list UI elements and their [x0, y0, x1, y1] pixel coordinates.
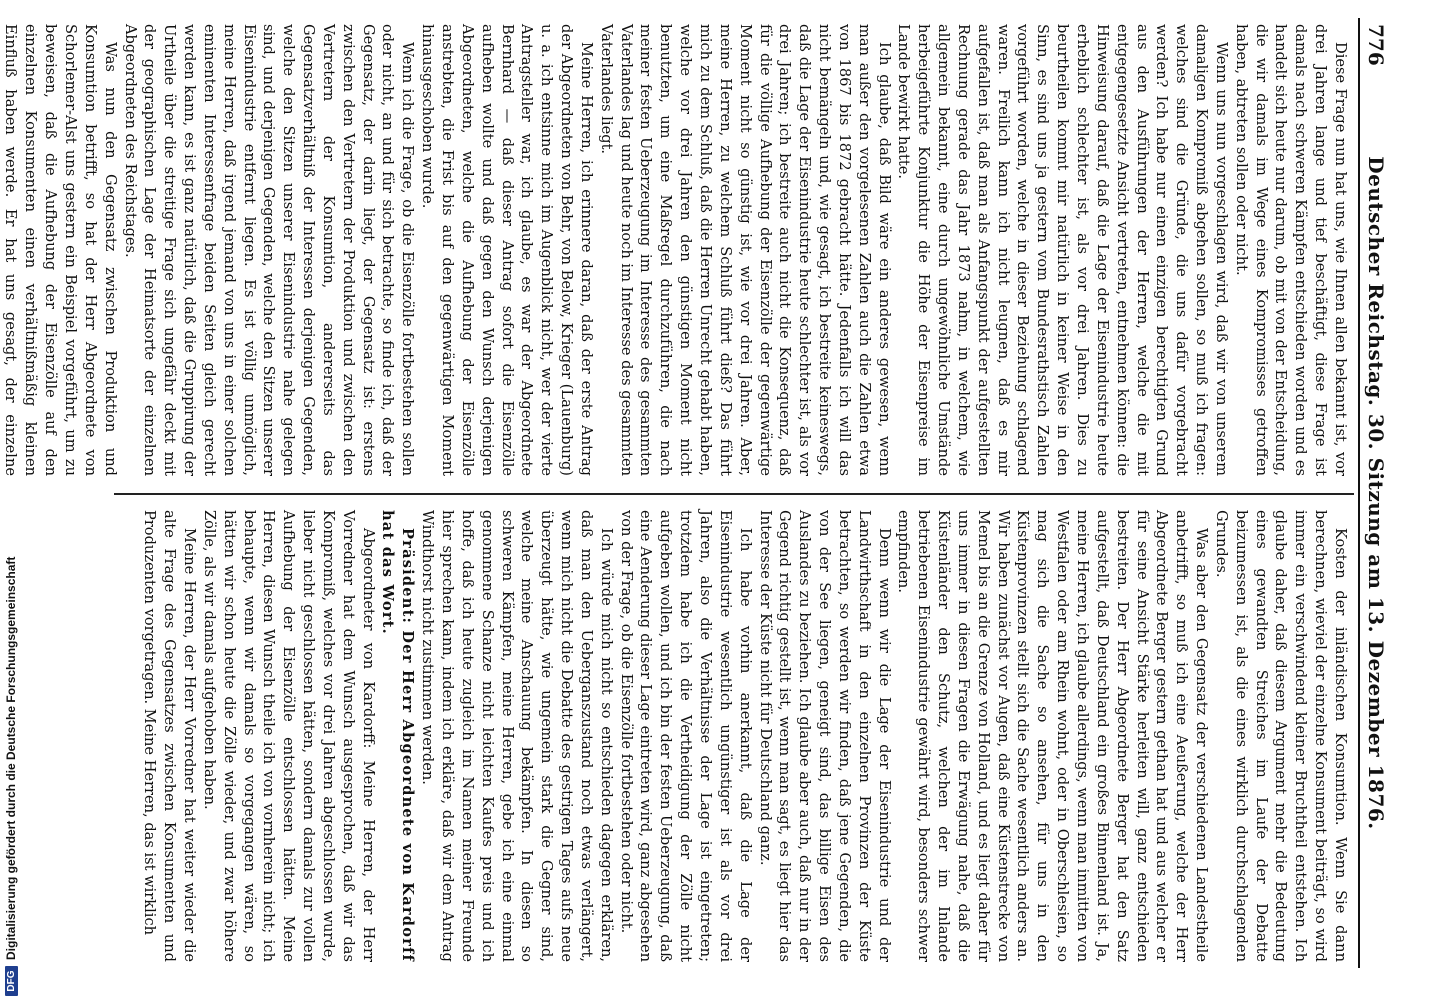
- paragraph: Meine Herren, ich erinnere daran, daß der erste Antrag der Abgeordneten von Behr, von Below, Krieger (Lauenburg) u. a. ich entsinne mich im Augenblick nicht, wer der vierte Antragsteller war, ich glaube, es war der Abgeordnete Bernhard — daß dieser Antrag sofort die Eisenzölle aufheben wollte und daß gegen den Wunsch derjenigen Abgeordneten, welche die Aufhebung der Eisenzölle anstrebten, die Frist bis auf den gegenwärtigen Moment hinausgeschoben wurde.: [419, 24, 595, 476]
- paragraph: Meine Herren, der Herr Vorredner hat weiter wieder die alte Frage des Gegensatzes zwischen Konsumenten und Produzenten vorgetragen. Meine Herren, das ist wirklich: [141, 510, 199, 962]
- paragraph: Kosten der inländischen Konsumtion. Wenn Sie dann berechnen, wieviel der einzelne Konsument beiträgt, so wird immer ein verschwindend kleiner Bruchtheil entstehen. Ich glaube daher, daß diesem Argument mehr die Bedeutung eines gewandten Streiches im Laufe der Debatte beizumessen ist, als die eines wirklich durchschlagenden Grundes.: [1212, 510, 1349, 962]
- page-header: [1358, 18, 1394, 968]
- paragraph: Diese Frage nun hat uns, wie Ihnen allen bekannt ist, vor drei Jahren lange und tief beschäftigt, diese Frage ist damals nach schweren Kämpfen entschieden worden und es handelt sich heute nur darum, ob mit von der Entscheidung, die wir damals im Wege eines Kompromisses getroffen haben, abtreten sollen oder nicht.: [1232, 24, 1349, 476]
- speaker-line: Präsident: Der Herr Abgeordnete von Kardorff hat das Wort.: [379, 510, 417, 962]
- paragraph: Was aber den Gegensatz der verschiedenen Landestheile anbetrifft, so muß ich eine Aeußerung, welche der Herr Abgeordnete Berger gestern gethan hat und aus welcher er für seine Ansicht Stärke herleiten will, ganz entschieden bestreiten. Der Herr Abgeordnete Berger hat den Satz aufgestellt, daß Deutschland ein großes Binnenland ist. Ja, meine Herren, ich glaube allerdings, wenn man inmitten von Westfalen oder am Rhein wohnt, oder in Oberschlesien, so mag sich die Sache so ansehen, für uns in den Küstenprovinzen stellt sich die Sache wesentlich anders an. Wir haben zunächst vor Augen, daß eine Küstenstrecke von Memel bis an die Grenze von Holland, und es liegt daher für uns immer in diesen Fragen die Erwägung nahe, daß die Küstenländer den Schutz, welchen der im Inlande betriebenen Eisenindustrie gewährt wird, besonders schwer empfinden.: [895, 510, 1211, 962]
- paragraph: Wenn ich die Frage, ob die Eisenzölle fortbestehen sollen oder nicht, an und für sich betrachte, so finde ich, daß der Gegensatz, der darin liegt, der Gegensatz ist: erstens zwischen den Vertretern der Produktion und zwischen den Vertretern der Konsumtion, andererseits das Gegensatzverhältniß der Interessen derjenigen Gegenden, welche den Sitzen unserer Eisenindustrie nahe gelegen sind, und derjenigen Gegenden, welche den Sitzen unserer Eisenindustrie entfernt liegen. Es ist völlig unmöglich, meine Herren, daß irgend jemand von uns in einer solchen eminenten Interessenfrage beiden Seiten gleich gerecht werden kann, es ist ganz natürlich, daß die Gruppirung der Urtheile über die streitige Frage sich ungefähr deckt mit der geographischen Lage der Heimatsorte der einzelnen Abgeordneten des Reichstages.: [121, 24, 417, 476]
- page-title: Deutscher Reichstag. 30. Sitzung am 13. Dezember 1876.: [1364, 156, 1388, 830]
- paragraph: Wenn uns nun vorgeschlagen wird, daß wir von unserem damaligen Kompromiß abgehen sollen, so muß ich fragen: welches sind die Gründe, die uns dafür vorgebracht werden? Ich habe nur einen einzigen berechtigten Grund aus den Ausführungen der Herren, welche die mit entgegengesetzte Ansicht vertreten, entnehmen können: die Hinweisung darauf, daß die Lage der Eisenindustrie heute erheblich schlechter ist, als vor drei Jahren. Dies zu beurtheilen kommt mir natürlich in keiner Weise in den Sinn, es sind uns ja gestern vom Bundesrathstisch Zahlen vorgeführt worden, welche in dieser Beziehung schlagend waren. Freilich kann ich nicht leugnen, daß es mir aufgefallen ist, daß man als Anfangspunkt der aufgestellten Rechnung gerade das Jahr 1873 nahm, in welchem, wie allgemein bekannt, eine durch ungewöhnliche Umstände herbeigeführte Konjunktur die Höhe der Eisenpreise im Lande bewirkt hatte.: [895, 24, 1230, 476]
- paragraph: Ich glaube, daß Bild wäre ein anderes gewesen, wenn man außer den vorgelesenen Zahlen auch die Zahlen etwa von 1867 bis 1872 gebracht hätte. Jedenfalls ich will das nicht bemängeln und, wie gesagt, ich bestreite keineswegs, daß die Lage der Eisenindustrie heute schlechter ist, als vor drei Jahren; ich bestreite auch nicht die Konsequenz, daß für die völlige Aufhebung der Eisenzölle der gegenwärtige Moment nicht so günstig ist, wie vor drei Jahren. Aber, meine Herren, zu welchem Schluß führt dieß? Das führt mich zu dem Schluß, daß die Herren Unrecht gehabt haben, welche vor drei Jahren den günstigen Moment nicht benutzten, um eine Maßregel durchzuführen, die nach meiner festen Ueberzeugung im Interesse des gesammten Vaterlandes lag und heute noch im Interesse des gesammten Vaterlandes liegt.: [597, 24, 893, 476]
- column-divider: [114, 493, 1354, 495]
- paragraph: Denn wenn wir die Lage der Eisenindustrie und der Landwirthschaft in den einzelnen Provinzen der Küste betrachten, so werden wir finden, daß jene Gegenden, die von der See liegen, geneigt sind, das billige Eisen des Auslandes zu beziehen. Ich glaube aber auch, daß nur in der Gegend richtig gestellt ist, wenn man sagt, es liegt hier das Interesse der Küste nicht für Deutschland ganz.: [756, 510, 893, 962]
- paragraph: Ich würde mich nicht so entschieden dagegen erklären, daß man den Ueberganszustand noch etwas verlängert, wenn mich nicht die Debatte des gestrigen Tages aufs neue überzeugt hätte, wie ungemein stark die Gegner sind, welche meine Anschauung bekämpfen. In diesen so schweren Kämpfen, meine Herren, gebe ich eine einmal genommene Schanze nicht leichten Kaufes preis und ich hoffe, daß ich heute zugleich im Namen meiner Freunde hier sprechen kann, indem ich erkläre, daß wir dem Antrag Windthorst nicht zustimmen werden.: [419, 510, 615, 962]
- paragraph: Ich habe vorhin anerkannt, daß die Lage der Eisenindustrie wesentlich ungünstiger ist als vor drei Jahren, also die Verhältnisse der Lage ist eingetreten; trotzdem habe ich die Vertheidigung der Zölle nicht aufgeben wollen, und ich bin der festen Ueberzeugung, daß eine Aenderung dieser Lage eintreten wird, ganz abgesehen von der Frage, ob die Eisenzölle fortbestehen oder nicht.: [617, 510, 754, 962]
- paragraph: Was nun den Gegensatz zwischen Produktion und Konsumtion betrifft, so hat der Herr Abgeordnete von Schorlemer-Alst uns gestern ein Beispiel vorgeführt, um zu beweisen, daß die Aufhebung der Eisenzölle auf den einzelnen Konsumenten einen verhältnißmäßig kleinen Einfluß haben werde. Er hat uns gesagt, der einzelne: [2, 24, 119, 476]
- paragraph: Abgeordneter von Kardorff: Meine Herren, der Herr Vorredner hat dem Wunsch ausgesprochen, daß wir das Kompromiß, welches vor drei Jahren abgeschlossen wurde, lieber nicht geschlossen hätten, sondern damals zur vollen Aufhebung der Eisenzölle entschlossen hätten. Meine Herren, diesen Wunsch theile ich von vornherein nicht; ich behaupte, wenn wir damals so vorgegangen wären, so hätten wir schon heute die Zölle wieder, und zwar höhere Zölle, als wir damals aufgehoben haben.: [200, 510, 377, 962]
- credit-text: Digitalisierung gefördert durch die Deutsche Forschungsgemeinschaft: [4, 556, 18, 960]
- digitization-credit: [4, 557, 18, 996]
- dfg-logo-icon: DFG: [5, 966, 18, 996]
- text-column-left: [2, 24, 1350, 476]
- text-column-right: [114, 510, 1350, 962]
- page-number: 776: [1364, 24, 1388, 66]
